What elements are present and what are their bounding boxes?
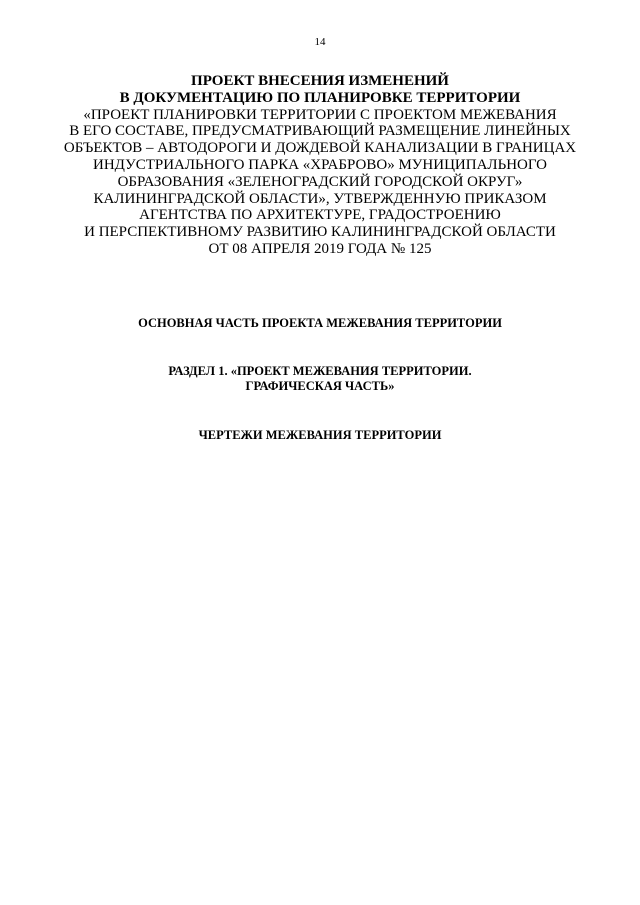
title-line-4: В ЕГО СОСТАВЕ, ПРЕДУСМАТРИВАЮЩИЙ РАЗМЕЩЕНИЕ ЛИНЕЙНЫХ — [69, 123, 571, 140]
title-line-11: ОТ 08 АПРЕЛЯ 2019 ГОДА № 125 — [208, 240, 432, 257]
main-part-heading: ОСНОВНАЯ ЧАСТЬ ПРОЕКТА МЕЖЕВАНИЯ ТЕРРИТОРИИ — [138, 316, 502, 330]
title-line-8: КАЛИНИНГРАДСКОЙ ОБЛАСТИ», УТВЕРЖДЕННУЮ ПРИКАЗОМ — [93, 190, 547, 207]
section-heading-line-2: ГРАФИЧЕСКАЯ ЧАСТЬ» — [245, 379, 395, 393]
drawings-heading: ЧЕРТЕЖИ МЕЖЕВАНИЯ ТЕРРИТОРИИ — [198, 428, 442, 442]
title-line-2: В ДОКУМЕНТАЦИЮ ПО ПЛАНИРОВКЕ ТЕРРИТОРИИ — [119, 89, 521, 106]
page-number: 14 — [314, 36, 326, 48]
section-heading — [0, 364, 640, 394]
title-line-10: И ПЕРСПЕКТИВНОМУ РАЗВИТИЮ КАЛИНИНГРАДСКОЙ ОБЛАСТИ — [84, 224, 556, 241]
document-title — [0, 73, 640, 258]
title-line-3: «ПРОЕКТ ПЛАНИРОВКИ ТЕРРИТОРИИ С ПРОЕКТОМ МЕЖЕВАНИЯ — [83, 106, 557, 123]
title-line-1: ПРОЕКТ ВНЕСЕНИЯ ИЗМЕНЕНИЙ — [191, 73, 449, 89]
title-line-7: ОБРАЗОВАНИЯ «ЗЕЛЕНОГРАДСКИЙ ГОРОДСКОЙ ОКРУГ» — [117, 173, 523, 190]
section-heading-line-1: РАЗДЕЛ 1. «ПРОЕКТ МЕЖЕВАНИЯ ТЕРРИТОРИИ. — [168, 364, 472, 378]
title-line-5: ОБЪЕКТОВ – АВТОДОРОГИ И ДОЖДЕВОЙ КАНАЛИЗАЦИИ В ГРАНИЦАХ — [63, 140, 577, 157]
title-line-6: ИНДУСТРИАЛЬНОГО ПАРКА «ХРАБРОВО» МУНИЦИПАЛЬНОГО — [93, 156, 547, 173]
title-line-9: АГЕНТСТВА ПО АРХИТЕКТУРЕ, ГРАДОСТРОЕНИЮ — [139, 207, 501, 224]
